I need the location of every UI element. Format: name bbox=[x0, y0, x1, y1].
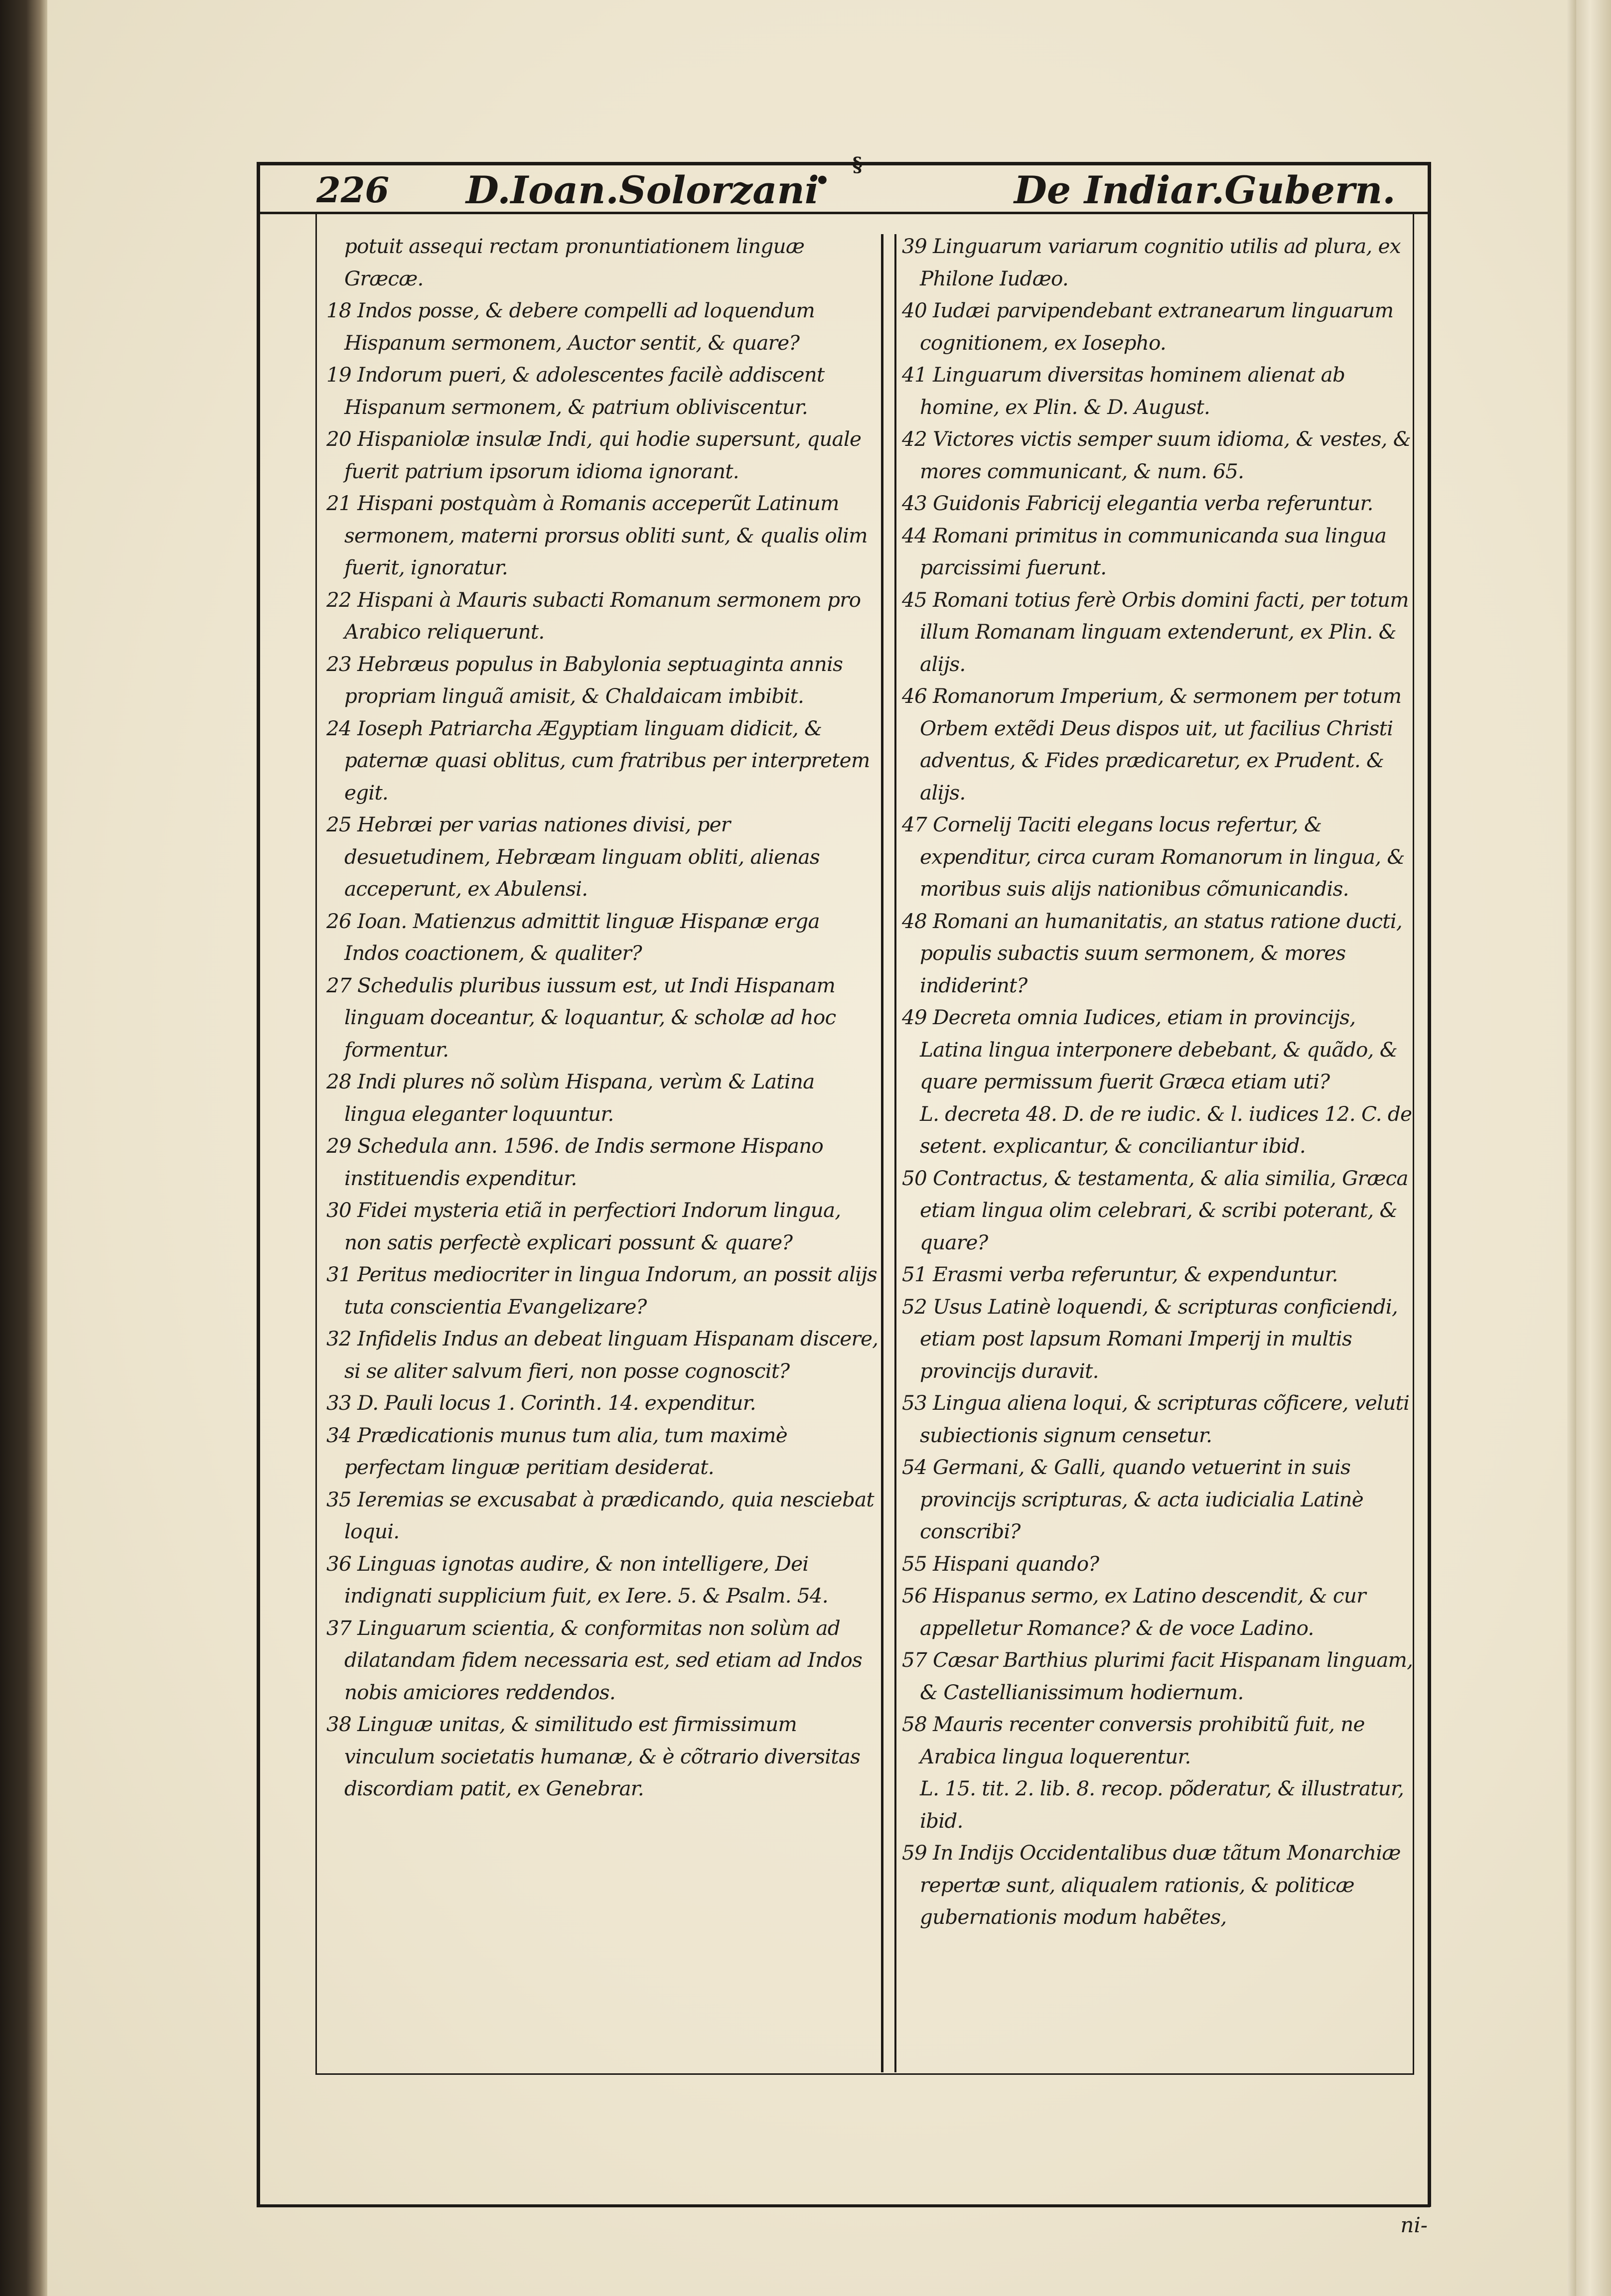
frame-top-rule bbox=[257, 162, 1430, 165]
index-entry: 54 Germani, & Galli, quando vetuerint in suis provincijs scripturas, & acta iudicialia Latinè conscribi? bbox=[902, 1455, 1363, 1543]
index-entry: 26 Ioan. Matienzus admittit linguæ Hispanæ erga Indos coactionem, & qualiter? bbox=[326, 909, 820, 965]
index-entry: 29 Schedula ann. 1596. de Indis sermone Hispano instituendis expenditur. bbox=[326, 1134, 823, 1190]
index-entry: 37 Linguarum scientia, & conformitas non solùm ad dilatandam fidem necessaria est, sed etiam ad Indos nobis amiciores reddendos. bbox=[326, 1616, 862, 1704]
index-entry: 44 Romani primitus in communicanda sua lingua parcissimi fuerunt. bbox=[902, 523, 1387, 579]
page-edge-outer bbox=[1576, 0, 1611, 2296]
running-head-separator: • bbox=[815, 167, 830, 195]
index-entry: 19 Indorum pueri, & adolescentes facilè addiscent Hispanum sermonem, & patrium obliviscentur. bbox=[326, 363, 825, 419]
index-subentry: L. 15. tit. 2. lib. 8. recop. põderatur, & illustratur, ibid. bbox=[920, 1776, 1404, 1833]
index-entry: 33 D. Pauli locus 1. Corinth. 14. expenditur. bbox=[326, 1391, 756, 1415]
frame-left-rule bbox=[257, 162, 260, 2207]
running-head bbox=[316, 153, 1413, 212]
frame-bottom-rule bbox=[257, 2204, 1430, 2207]
index-entry: 22 Hispani à Mauris subacti Romanum sermonem pro Arabico reliquerunt. bbox=[326, 587, 861, 644]
index-entry: 21 Hispani postquàm à Romanis acceperũt Latinum sermonem, materni prorsus obliti sunt, & qualis olim fuerit, ignoratur. bbox=[326, 491, 868, 579]
index-entry: 52 Usus Latinè loquendi, & scripturas conficiendi, etiam post lapsum Romani Imperij in multis provincijs duravit. bbox=[902, 1294, 1398, 1383]
running-head-title: De Indiar.Gubern. bbox=[1014, 168, 1396, 212]
index-entry: 32 Infidelis Indus an debeat linguam Hispanam discere, si se aliter salvum fieri, non posse cognoscit? bbox=[326, 1327, 879, 1383]
index-subentry: L. decreta 48. D. de re iudic. & l. iudices 12. C. de setent. explicantur, & conciliantur ibid. bbox=[920, 1101, 1412, 1158]
index-entry: 53 Lingua aliena loqui, & scripturas cõficere, veluti subiectionis signum censetur. bbox=[902, 1391, 1410, 1447]
inner-bottom-rule bbox=[315, 2073, 1414, 2075]
catchword: ni- bbox=[1400, 2213, 1428, 2237]
index-entry: 39 Linguarum variarum cognitio utilis ad plura, ex Philone Iudæo. bbox=[902, 234, 1401, 290]
index-entry: 34 Prædicationis munus tum alia, tum maximè perfectam linguæ peritiam desiderat. bbox=[326, 1423, 787, 1479]
index-entry: 27 Schedulis pluribus iussum est, ut Indi Hispanam linguam doceantur, & loquantur, & scholæ ad hoc formentur. bbox=[326, 973, 836, 1062]
index-entry: 49 Decreta omnia Iudices, etiam in provincijs, Latina lingua interponere debebant, & quãdo, & quare permissum fuerit Græca etiam uti? bbox=[902, 1005, 1397, 1093]
index-entry: potuit assequi rectam pronuntiationem linguæ Græcæ. bbox=[344, 234, 805, 290]
inner-left-rule bbox=[315, 214, 317, 2075]
index-entry: 20 Hispaniolæ insulæ Indi, qui hodie supersunt, quale fuerit patrium ipsorum idioma ignorant. bbox=[326, 427, 862, 483]
index-entry: 36 Linguas ignotas audire, & non intelligere, Dei indignati supplicium fuit, ex Iere. 5. & Psalm. 54. bbox=[326, 1551, 828, 1608]
column-divider-rule bbox=[881, 234, 883, 2072]
index-entry: 41 Linguarum diversitas hominem alienat ab homine, ex Plin. & D. August. bbox=[902, 363, 1345, 419]
index-entry: 18 Indos posse, & debere compelli ad loquendum Hispanum sermonem, Auctor sentit, & quare? bbox=[326, 298, 815, 355]
index-entry: 35 Ieremias se excusabat à prædicando, quia nesciebat loqui. bbox=[326, 1487, 874, 1543]
index-entry: 43 Guidonis Fabricij elegantia verba referuntur. bbox=[902, 491, 1373, 515]
index-entry: 38 Linguæ unitas, & similitudo est firmissimum vinculum societatis humanæ, & è cõtrario diversitas discordiam patit, ex Genebrar. bbox=[326, 1712, 861, 1800]
index-entry: 57 Cæsar Barthius plurimi facit Hispanam linguam, & Castellianissimum hodiernum. bbox=[902, 1648, 1413, 1704]
index-entry: 28 Indi plures nõ solùm Hispana, verùm & Latina lingua eleganter loquuntur. bbox=[326, 1070, 815, 1126]
book-gutter bbox=[0, 0, 47, 2296]
running-head-ornament: § bbox=[852, 153, 863, 176]
index-entry: 31 Peritus mediocriter in lingua Indorum, an possit alijs tuta conscientia Evangelizare? bbox=[326, 1262, 878, 1319]
index-entry: 58 Mauris recenter conversis prohibitũ fuit, ne Arabica lingua loquerentur. bbox=[902, 1712, 1365, 1768]
index-entry: 50 Contractus, & testamenta, & alia similia, Græca etiam lingua olim celebrari, & scribi poterant, & quare? bbox=[902, 1166, 1408, 1254]
index-entry: 42 Victores victis semper suum idioma, & vestes, & mores communicant, & num. 65. bbox=[902, 427, 1411, 483]
page-number: 226 bbox=[316, 169, 390, 211]
index-entry: 25 Hebræi per varias nationes divisi, per desuetudinem, Hebræam linguam obliti, alienas acceperunt, ex Abulensi. bbox=[326, 812, 820, 901]
index-entry: 40 Iudæi parvipendebant extranearum linguarum cognitionem, ex Iosepho. bbox=[902, 298, 1394, 355]
index-entry: 46 Romanorum Imperium, & sermonem per totum Orbem extẽdi Deus dispos uit, ut facilius Christi adventus, & Fides prædicaretur, ex Prudent. & alijs. bbox=[902, 684, 1402, 805]
index-entry: 30 Fidei mysteria etiã in perfectiori Indorum lingua, non satis perfectè explicari possunt & quare? bbox=[326, 1198, 841, 1254]
index-entry: 47 Cornelij Taciti elegans locus refertur, & expenditur, circa curam Romanorum in lingua, & moribus suis alijs nationibus cõmunicandis. bbox=[902, 812, 1405, 901]
index-entry: 55 Hispani quando? bbox=[902, 1551, 1099, 1576]
index-entry: 51 Erasmi verba referuntur, & expenduntur. bbox=[902, 1262, 1338, 1286]
frame-right-rule bbox=[1428, 162, 1431, 2207]
index-entry: 45 Romani totius ferè Orbis domini facti, per totum illum Romanam linguam extenderunt, ex Plin. & alijs. bbox=[902, 587, 1409, 676]
right-column bbox=[902, 230, 1423, 1933]
index-entry: 23 Hebræus populus in Babylonia septuaginta annis propriam linguã amisit, & Chaldaicam imbibit. bbox=[326, 652, 843, 708]
index-entry: 48 Romani an humanitatis, an status ratione ducti, populis subactis suum sermonem, & mores indiderint? bbox=[902, 909, 1402, 997]
column-divider-rule-2 bbox=[894, 234, 896, 2072]
index-entry: 24 Ioseph Patriarcha Ægyptiam linguam didicit, & paternæ quasi oblitus, cum fratribus per interpretem egit. bbox=[326, 716, 870, 805]
page-edge-inner bbox=[1567, 0, 1576, 2296]
index-entry: 59 In Indijs Occidentalibus duæ tãtum Monarchiæ repertæ sunt, aliqualem rationis, & politicæ gubernationis modum habẽtes, bbox=[902, 1841, 1401, 1929]
left-column bbox=[326, 230, 879, 1805]
printed-page bbox=[47, 0, 1567, 2296]
index-entry: 56 Hispanus sermo, ex Latino descendit, & cur appelletur Romance? & de voce Ladino. bbox=[902, 1584, 1366, 1640]
running-head-author: D.Ioan.Solorzani bbox=[466, 168, 819, 212]
